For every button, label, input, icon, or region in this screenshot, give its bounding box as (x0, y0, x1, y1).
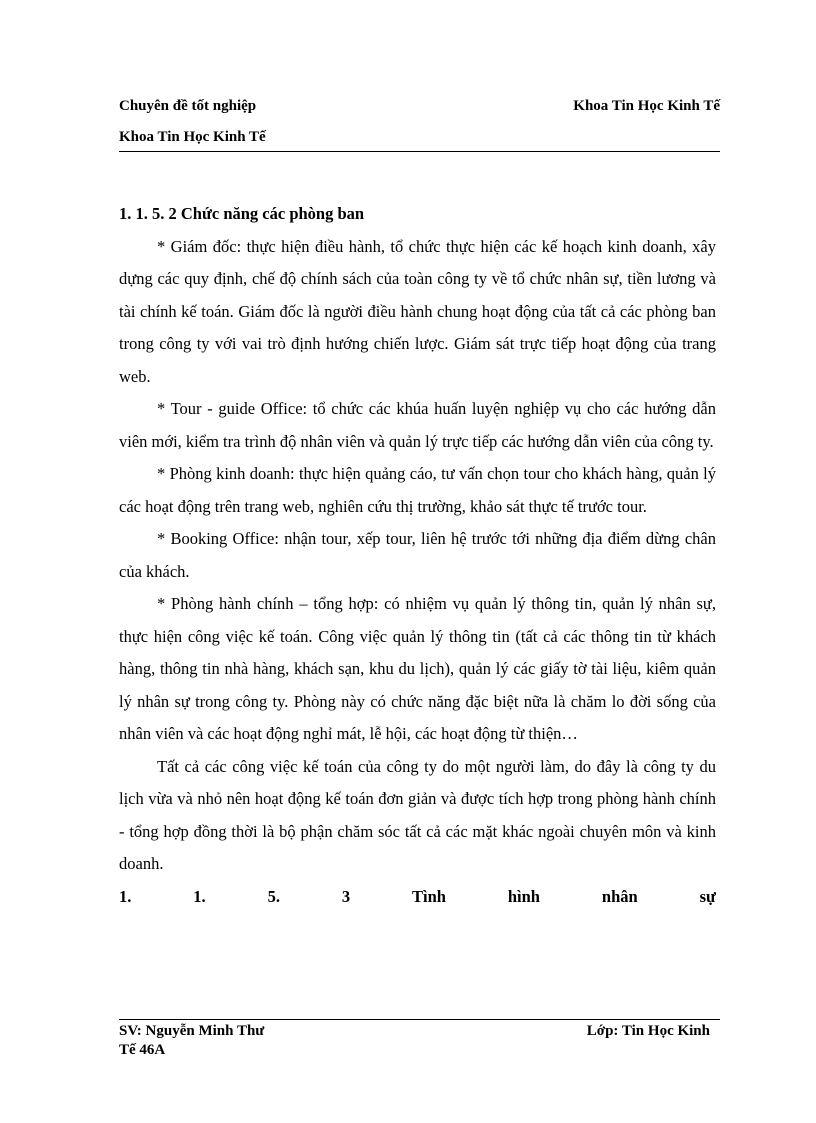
footer-student (119, 1022, 264, 1060)
heading-part: nhân (601, 886, 638, 906)
section-title: 1. 1. 5. 2 Chức năng các phòng ban (119, 204, 365, 223)
header-left (119, 96, 266, 148)
header-faculty-left: Khoa Tin Học Kinh Tế (119, 129, 266, 145)
heading-part: 1. (119, 886, 132, 906)
footer-student-name: SV: Nguyễn Minh Thư (119, 1023, 265, 1039)
footer-student-class-cont: Tế 46A (119, 1042, 166, 1058)
heading-part: 5. (267, 886, 280, 906)
footer-class: Lớp: Tin Học Kinh (586, 1023, 710, 1039)
paragraph-admin-department: * Phòng hành chính – tổng hợp: có nhiệm vụ quản lý thông tin, quản lý nhân sự, thực hiện công việc kế toán. Công việc quản lý thông tin (tất cả các thông tin từ khách hàng, thông tin nhà hàng, khách sạn, khu du lịch), quản lý các giấy tờ tài liệu, kiêm quản lý nhân sự trong công ty. Phòng này có chức năng đặc biệt nữa là chăm lo đời sống của nhân viên và các hoạt động nghỉ mát, lễ hội, các hoạt động từ thiện… (119, 594, 716, 743)
header-divider (119, 151, 720, 152)
header-thesis-label: Chuyên đề tốt nghiệp (119, 98, 257, 114)
paragraph-accounting: Tất cả các công việc kế toán của công ty do một người làm, do đây là công ty du lịch vừa và nhỏ nên hoạt động kế toán đơn giản và được tích hợp trong phòng hành chính - tổng hợp đồng thời là bộ phận chăm sóc tất cả các mặt khác ngoài chuyên môn và kinh doanh. (119, 756, 716, 873)
heading-part: Tình (412, 886, 446, 906)
heading-part: sự (699, 886, 716, 906)
paragraph-booking-office: * Booking Office: nhận tour, xếp tour, liên hệ trước tới những địa điểm dừng chân của khách. (119, 529, 716, 581)
heading-part: 3 (341, 886, 351, 906)
document-body (119, 198, 716, 913)
heading-part: hình (507, 886, 540, 906)
footer-divider (119, 1019, 720, 1020)
next-section-heading (119, 881, 716, 914)
heading-part: 1. (193, 886, 206, 906)
header-faculty-right: Khoa Tin Học Kinh Tế (573, 98, 720, 114)
paragraph-sales-department: * Phòng kinh doanh: thực hiện quảng cáo, tư vấn chọn tour cho khách hàng, quản lý các hoạt động trên trang web, nghiên cứu thị trường, khảo sát thực tế trước tour. (119, 464, 716, 516)
paragraph-director: * Giám đốc: thực hiện điều hành, tổ chức thực hiện các kế hoạch kinh doanh, xây dựng các quy định, chế độ chính sách của toàn công ty về tổ chức nhân sự, tiền lương và tài chính kế toán. Giám đốc là người điều hành chung hoạt động của tất cả các phòng ban trong công ty với vai trò định hướng chiến lược. Giám sát trực tiếp hoạt động của trang web. (119, 236, 716, 386)
paragraph-tour-guide-office: * Tour - guide Office: tổ chức các khúa huấn luyện nghiệp vụ cho các hướng dẫn viên mới, kiểm tra trình độ nhân viên và quản lý trực tiếp các hướng dẫn viên của công ty. (119, 399, 716, 451)
